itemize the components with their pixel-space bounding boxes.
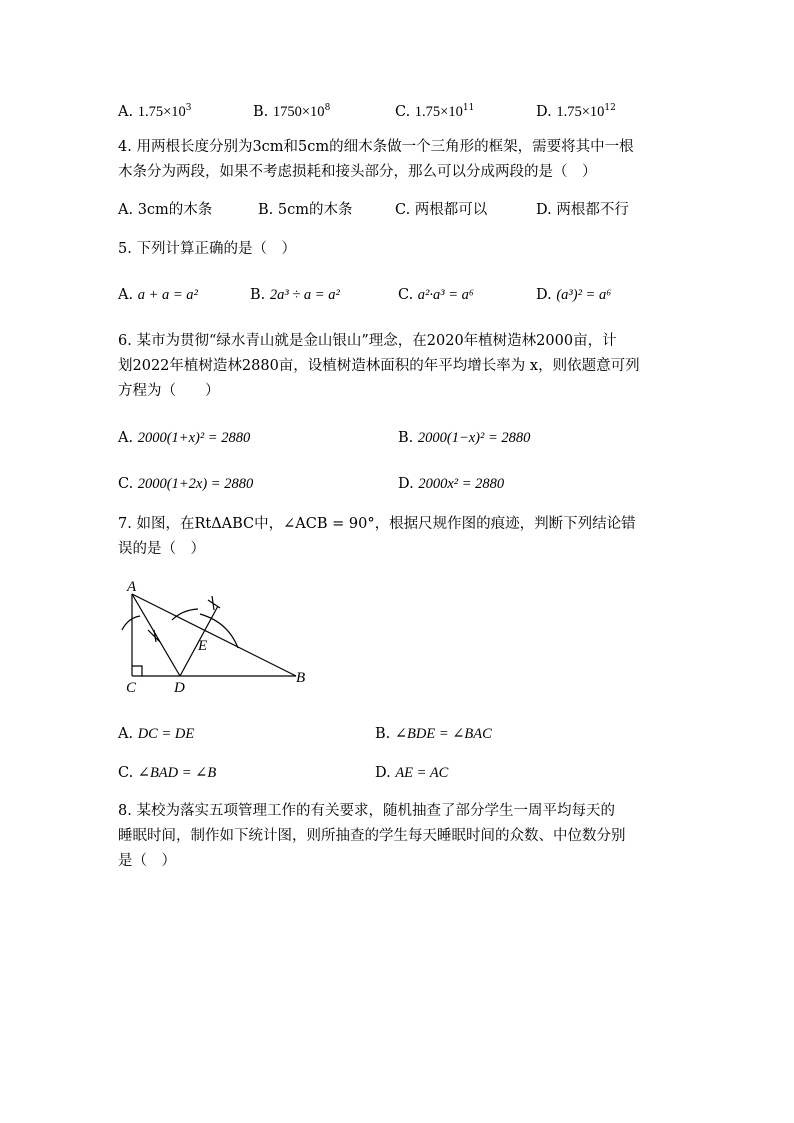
q5-option-a: A. a + a = a² bbox=[118, 287, 198, 303]
q4-option-b: B. 5cm的木条 bbox=[258, 202, 353, 218]
label-c: C bbox=[126, 680, 137, 695]
q5-option-c: C. a²·a³ = a⁶ bbox=[398, 287, 474, 303]
construction-arc-left bbox=[122, 616, 140, 630]
q7-option-b: B. ∠BDE = ∠BAC bbox=[375, 726, 492, 742]
label-d: D bbox=[174, 680, 185, 695]
q7-geometry-figure bbox=[110, 580, 320, 695]
q4-stem-line1: 4. 用两根长度分别为3cm和5cm的细木条做一个三角形的框架，需要将其中一根 bbox=[118, 139, 634, 155]
right-angle-mark bbox=[132, 666, 142, 676]
q4-option-a: A. 3cm的木条 bbox=[118, 202, 213, 218]
q6-option-b: B. 2000(1−x)² = 2880 bbox=[398, 430, 531, 446]
q3-option-b: B. $1750\times 10^8$ bbox=[253, 103, 331, 120]
q6-stem-line3: 方程为（ ） bbox=[118, 383, 220, 399]
q7-option-a: A. DC = DE bbox=[118, 726, 195, 742]
arc-cross-2 bbox=[208, 596, 220, 610]
q7-option-c: C. ∠BAD = ∠B bbox=[118, 765, 217, 781]
q4-option-c: C. 两根都可以 bbox=[395, 202, 488, 218]
q8-stem-line3: 是（ ） bbox=[118, 853, 176, 869]
arc-cross-1 bbox=[148, 630, 160, 642]
label-b: B bbox=[296, 670, 306, 686]
q7-option-d: D. AE = AC bbox=[375, 765, 449, 781]
label-e: E bbox=[198, 638, 208, 654]
q5-option-b: B. 2a³ ÷ a = a² bbox=[250, 287, 340, 303]
q6-stem-line2: 划2022年植树造林2880亩，设植树造林面积的年平均增长率为 x，则依题意可列 bbox=[118, 358, 640, 374]
label-a: A bbox=[127, 580, 137, 595]
q7-stem-line2: 误的是（ ） bbox=[118, 541, 205, 557]
q6-option-d: D. 2000x² = 2880 bbox=[398, 476, 505, 492]
q3-option-a: A. $1.75\times 10^3$ bbox=[118, 103, 192, 120]
q5-stem: 5. 下列计算正确的是（ ） bbox=[118, 241, 296, 257]
q7-stem-line1: 7. 如图，在RtΔABC中，∠ACB = 90°，根据尺规作图的痕迹，判断下列结论错 bbox=[118, 516, 636, 532]
q6-stem-line1: 6. 某市为贯彻“绿水青山就是金山银山”理念，在2020年植树造林2000亩，计 bbox=[118, 333, 617, 349]
construction-arc-mid bbox=[172, 609, 198, 620]
q3-option-d: D. $1.75\times 10^{12}$ bbox=[536, 103, 616, 120]
q4-stem-line2: 木条分为两段，如果不考虑损耗和接头部分，那么可以分成两段的是（ ） bbox=[118, 164, 597, 180]
q3-option-c: C. $1.75\times 10^{11}$ bbox=[395, 103, 475, 120]
q8-stem-line2: 睡眠时间，制作如下统计图，则所抽查的学生每天睡眠时间的众数、中位数分别 bbox=[118, 828, 626, 844]
q4-option-d: D. 两根都不行 bbox=[536, 202, 629, 218]
q6-option-c: C. 2000(1+2x) = 2880 bbox=[118, 476, 254, 492]
q5-option-d: D. (a³)² = a⁶ bbox=[536, 287, 612, 303]
q6-option-a: A. 2000(1+x)² = 2880 bbox=[118, 430, 251, 446]
q8-stem-line1: 8. 某校为落实五项管理工作的有关要求，随机抽查了部分学生一周平均每天的 bbox=[118, 803, 615, 819]
